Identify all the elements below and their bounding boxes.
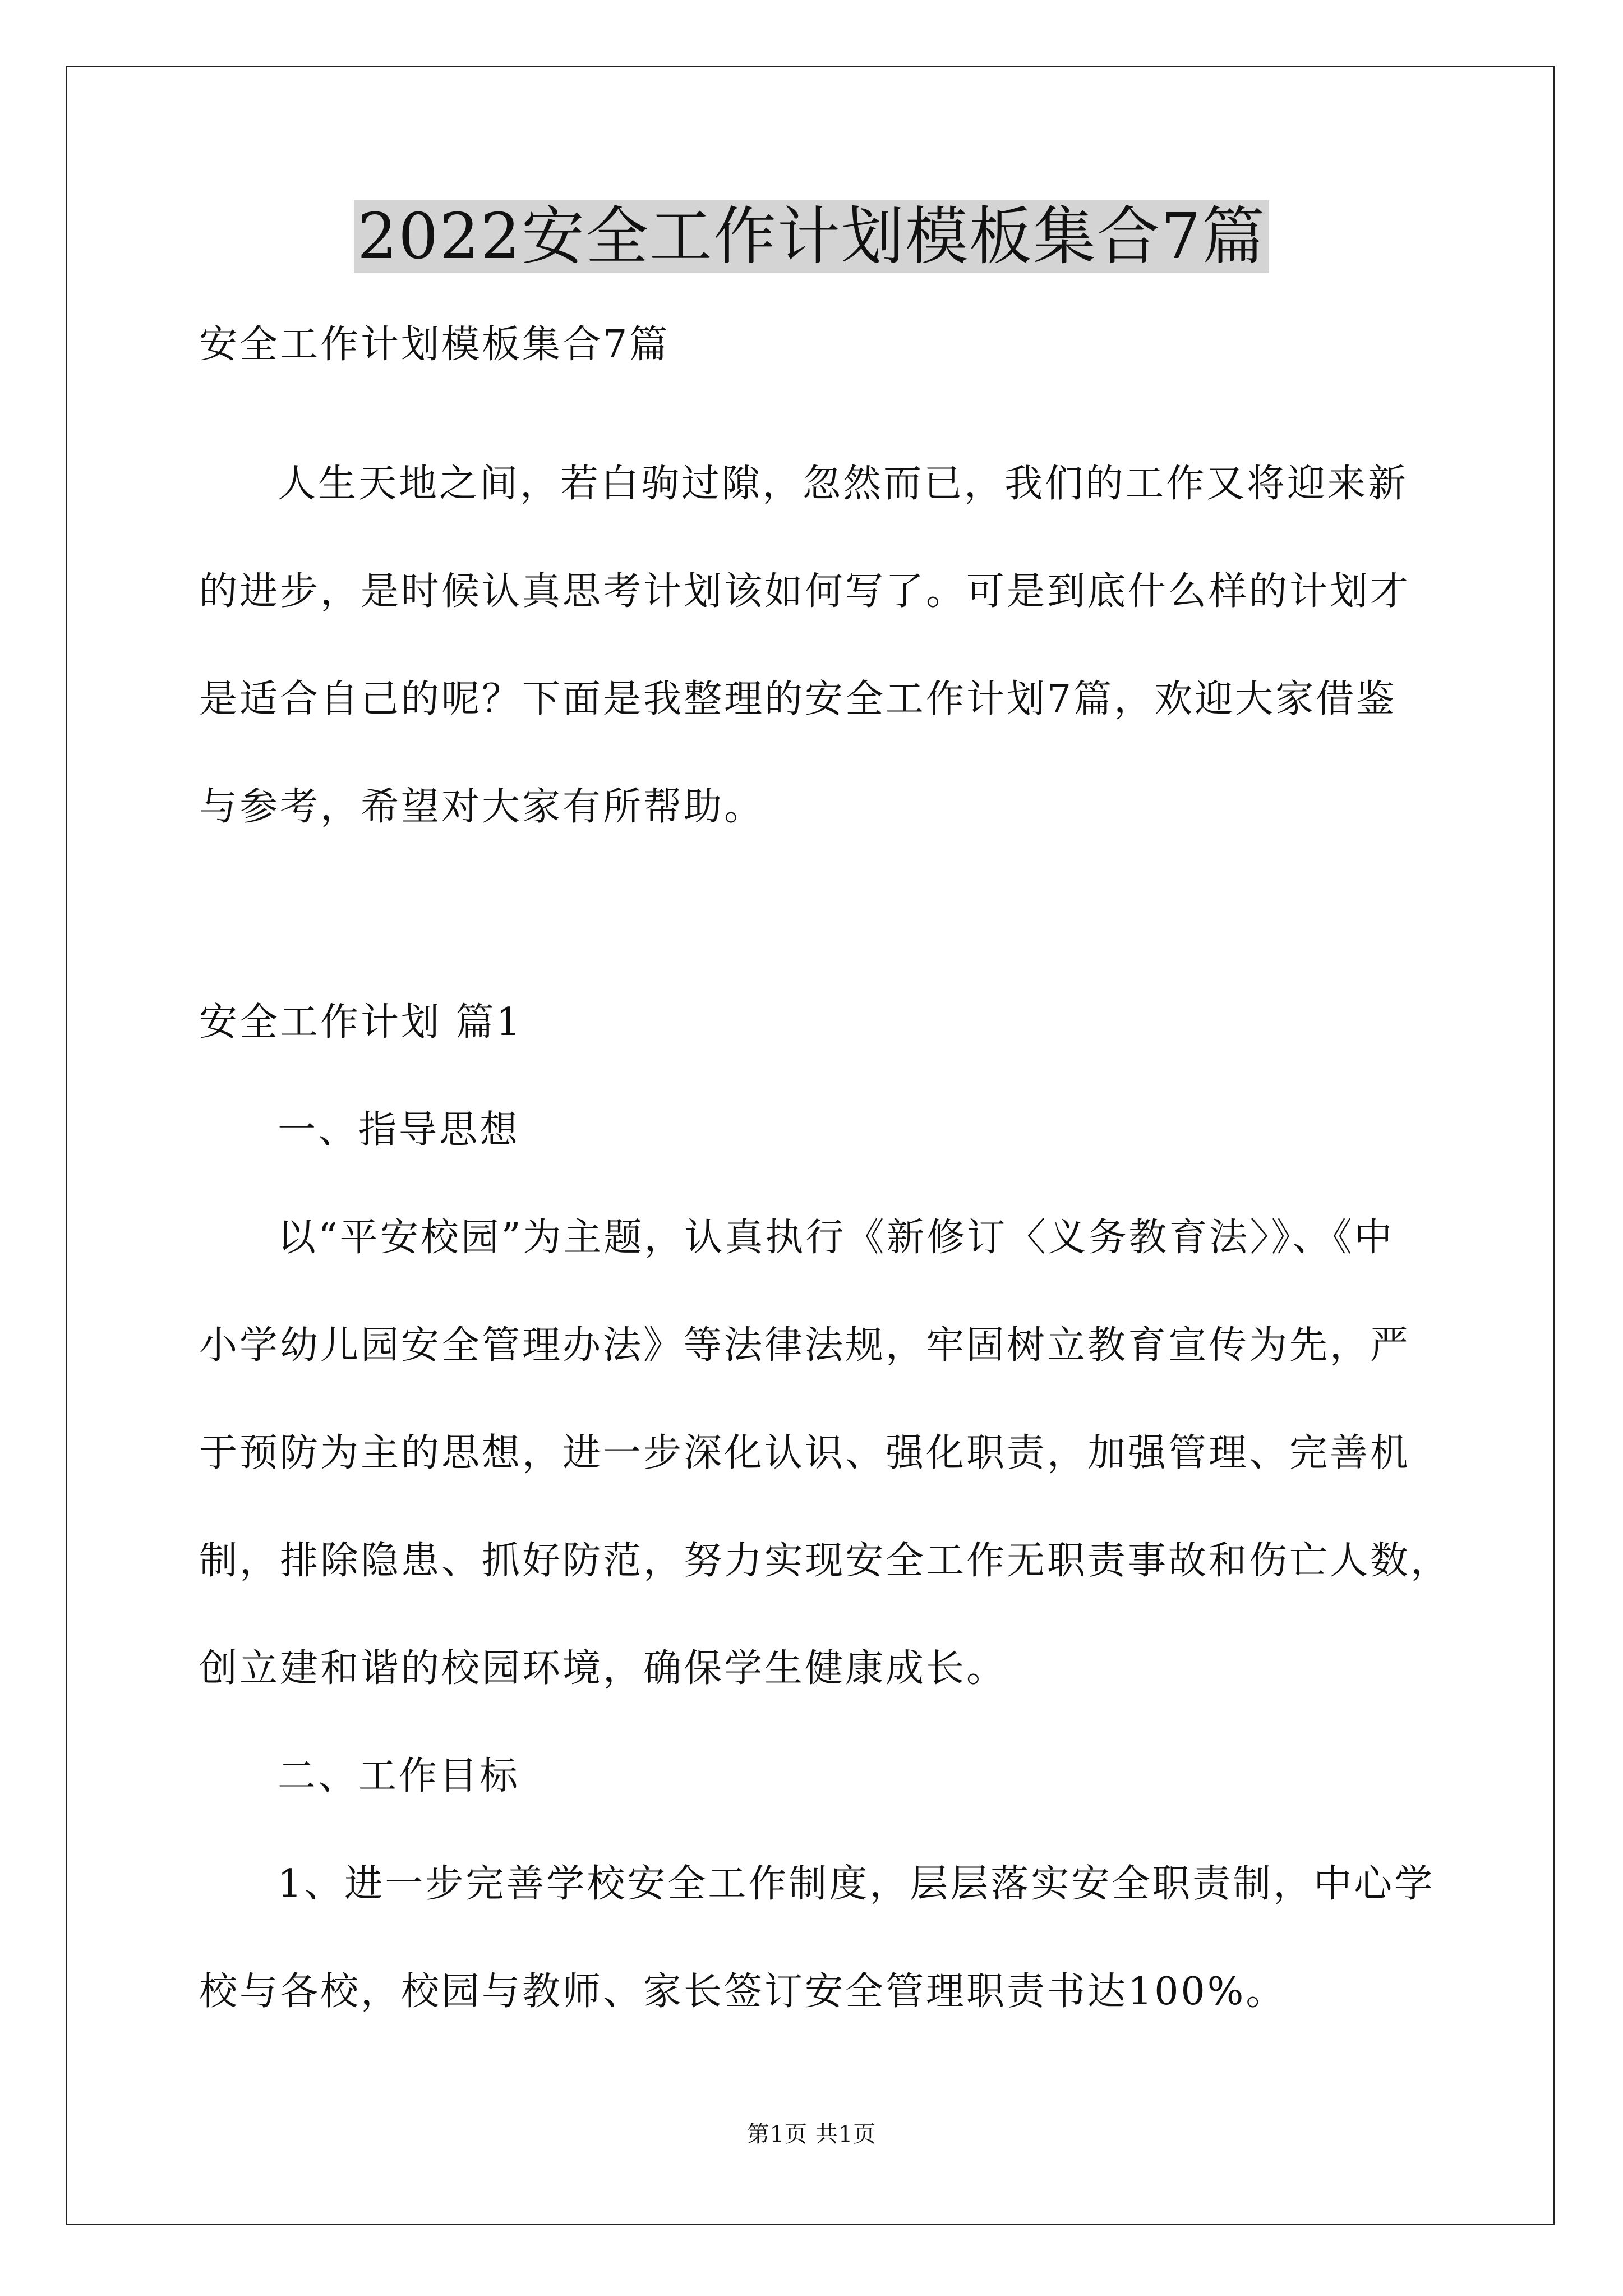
paragraph-line: 以“平安校园”为主题，认真执行《新修订〈义务教育法〉》、《中 xyxy=(278,1216,1395,1260)
part-heading: 二、工作目标 xyxy=(278,1754,520,1798)
section-heading: 安全工作计划 篇1 xyxy=(199,1000,523,1045)
intro-line: 与参考，希望对大家有所帮助。 xyxy=(199,785,765,829)
page-footer: 第1页 共1页 xyxy=(746,2122,877,2147)
paragraph-line: 于预防为主的思想，进一步深化认识、强化职责，加强管理、完善机 xyxy=(199,1431,1411,1475)
paragraph-line: 校与各校，校园与教师、家长签订安全管理职责书达100%。 xyxy=(199,1970,1287,2014)
paragraph-line: 小学幼儿园安全管理办法》等法律法规，牢固树立教育宣传为先，严 xyxy=(199,1323,1411,1368)
paragraph-line: 1、进一步完善学校安全工作制度，层层落实安全职责制，中心学 xyxy=(278,1862,1435,1906)
paragraph-line: 制，排除隐患、抓好防范，努力实现安全工作无职责事故和伤亡人数， xyxy=(199,1539,1451,1583)
intro-line: 的进步，是时候认真思考计划该如何写了。可是到底什么样的计划才 xyxy=(199,569,1411,614)
document-subtitle: 安全工作计划模板集合7篇 xyxy=(199,323,670,367)
intro-line: 人生天地之间，若白驹过隙，忽然而已，我们的工作又将迎来新 xyxy=(278,462,1409,506)
document-title: 2022安全工作计划模板集合7篇 xyxy=(0,197,1623,276)
paragraph-line: 创立建和谐的校园环境，确保学生健康成长。 xyxy=(199,1646,1007,1691)
part-heading: 一、指导思想 xyxy=(278,1108,520,1152)
intro-line: 是适合自己的呢？下面是我整理的安全工作计划7篇，欢迎大家借鉴 xyxy=(199,677,1397,721)
